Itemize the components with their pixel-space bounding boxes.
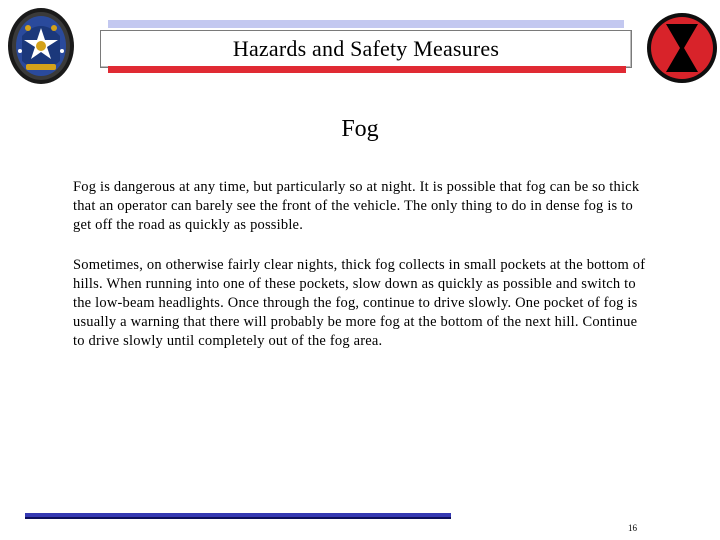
- page-number: 16: [628, 523, 637, 533]
- hourglass-division-patch-icon: [646, 12, 718, 84]
- slide-title: Hazards and Safety Measures: [232, 36, 500, 61]
- header-decorative-bar: [108, 20, 624, 28]
- title-underline-bar: [108, 66, 626, 73]
- section-heading: Fog: [341, 116, 379, 142]
- slide-title-box: [100, 30, 632, 68]
- army-crest-icon: [6, 6, 76, 86]
- body-paragraph: Fog is dangerous at any time, but particularly so at night. It is possible that fog can be so thick that an operator can barely see the front of the vehicle. The only thing to do in dense fog is to get off the road as quickly as possible.: [73, 179, 640, 233]
- footer-decorative-bar-shadow: [25, 517, 451, 519]
- body-paragraph: Sometimes, on otherwise fairly clear nights, thick fog collects in small pockets at the bottom of hills. When running into one of these pockets, slow down as quickly as possible and switch to the low-beam headlights. Once through the fog, continue to drive slowly. One pocket of fog is usually a warning that there will probably be more fog at the bottom of the next hill. Continue to drive slowly until completely out of the fog area.: [73, 257, 646, 349]
